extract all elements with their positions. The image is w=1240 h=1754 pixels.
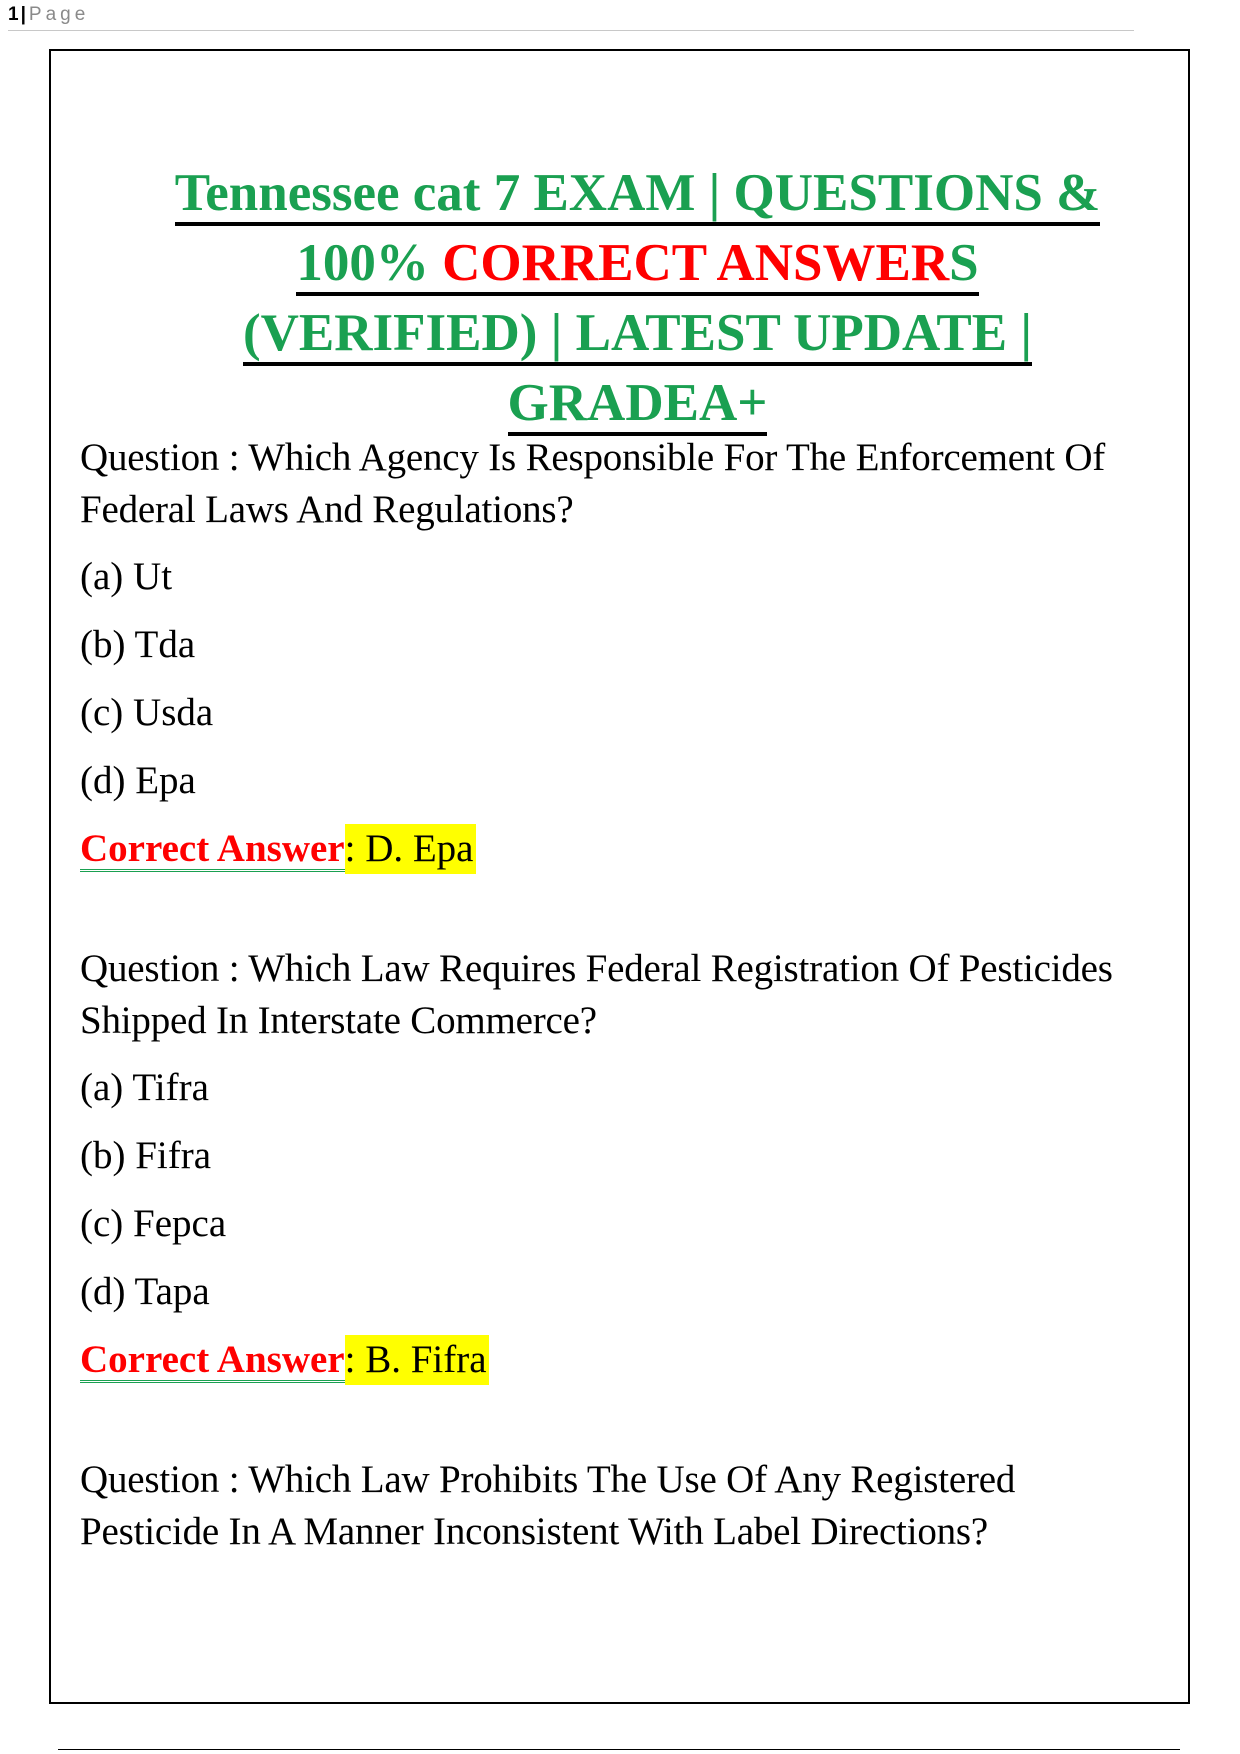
question-text bbox=[80, 432, 1160, 536]
question-body: Which Law Requires Federal Registration Of Pesticides Shipped In Interstate Commerce? bbox=[80, 947, 1113, 1042]
page-label: Page bbox=[28, 4, 90, 25]
question-block-3 bbox=[80, 1454, 1160, 1558]
question-text bbox=[80, 1454, 1160, 1558]
option-c: (c) Fepca bbox=[80, 1202, 227, 1245]
question-block-2 bbox=[80, 943, 1160, 1394]
question-prefix: Question : bbox=[80, 436, 249, 479]
question-body: Which Agency Is Responsible For The Enforcement Of Federal Laws And Regulations? bbox=[80, 436, 1106, 531]
document-title bbox=[105, 158, 1170, 438]
title-line-2-red: CORRECT ANSWER bbox=[442, 234, 950, 292]
option-b: (b) Tda bbox=[80, 623, 196, 666]
option-b: (b) Fifra bbox=[80, 1134, 212, 1177]
title-line-4: GRADEA+ bbox=[508, 374, 768, 436]
option-c: (c) Usda bbox=[80, 691, 214, 734]
title-line-2-start: 100% bbox=[296, 234, 443, 292]
question-list bbox=[80, 432, 1160, 1618]
correct-answer-value: : B. Fifra bbox=[345, 1335, 489, 1385]
correct-answer-label: Correct Answer bbox=[80, 827, 345, 870]
correct-answer-value: : D. Epa bbox=[345, 824, 476, 874]
option-list bbox=[80, 1054, 1160, 1326]
page-number: 1 bbox=[8, 4, 19, 25]
option-d: (d) Epa bbox=[80, 759, 196, 802]
option-a: (a) Tifra bbox=[80, 1066, 209, 1109]
option-a: (a) Ut bbox=[80, 555, 173, 598]
footer-rule bbox=[58, 1749, 1180, 1750]
question-text bbox=[80, 943, 1160, 1047]
title-line-2-end: S bbox=[949, 234, 979, 292]
question-body: Which Law Prohibits The Use Of Any Registered Pesticide In A Manner Inconsistent With Label Directions? bbox=[80, 1458, 1016, 1553]
question-prefix: Question : bbox=[80, 1458, 249, 1501]
option-d: (d) Tapa bbox=[80, 1270, 210, 1313]
title-line-3: (VERIFIED) | LATEST UPDATE | bbox=[243, 304, 1032, 366]
page-separator: | bbox=[20, 4, 26, 25]
correct-answer-label: Correct Answer bbox=[80, 1338, 345, 1381]
correct-answer bbox=[80, 1326, 1160, 1394]
question-block-1 bbox=[80, 432, 1160, 883]
page-header bbox=[8, 2, 1134, 31]
option-list bbox=[80, 543, 1160, 815]
correct-answer bbox=[80, 815, 1160, 883]
question-prefix: Question : bbox=[80, 947, 249, 990]
title-line-2 bbox=[296, 234, 978, 296]
title-line-1: Tennessee cat 7 EXAM | QUESTIONS & bbox=[175, 164, 1100, 226]
